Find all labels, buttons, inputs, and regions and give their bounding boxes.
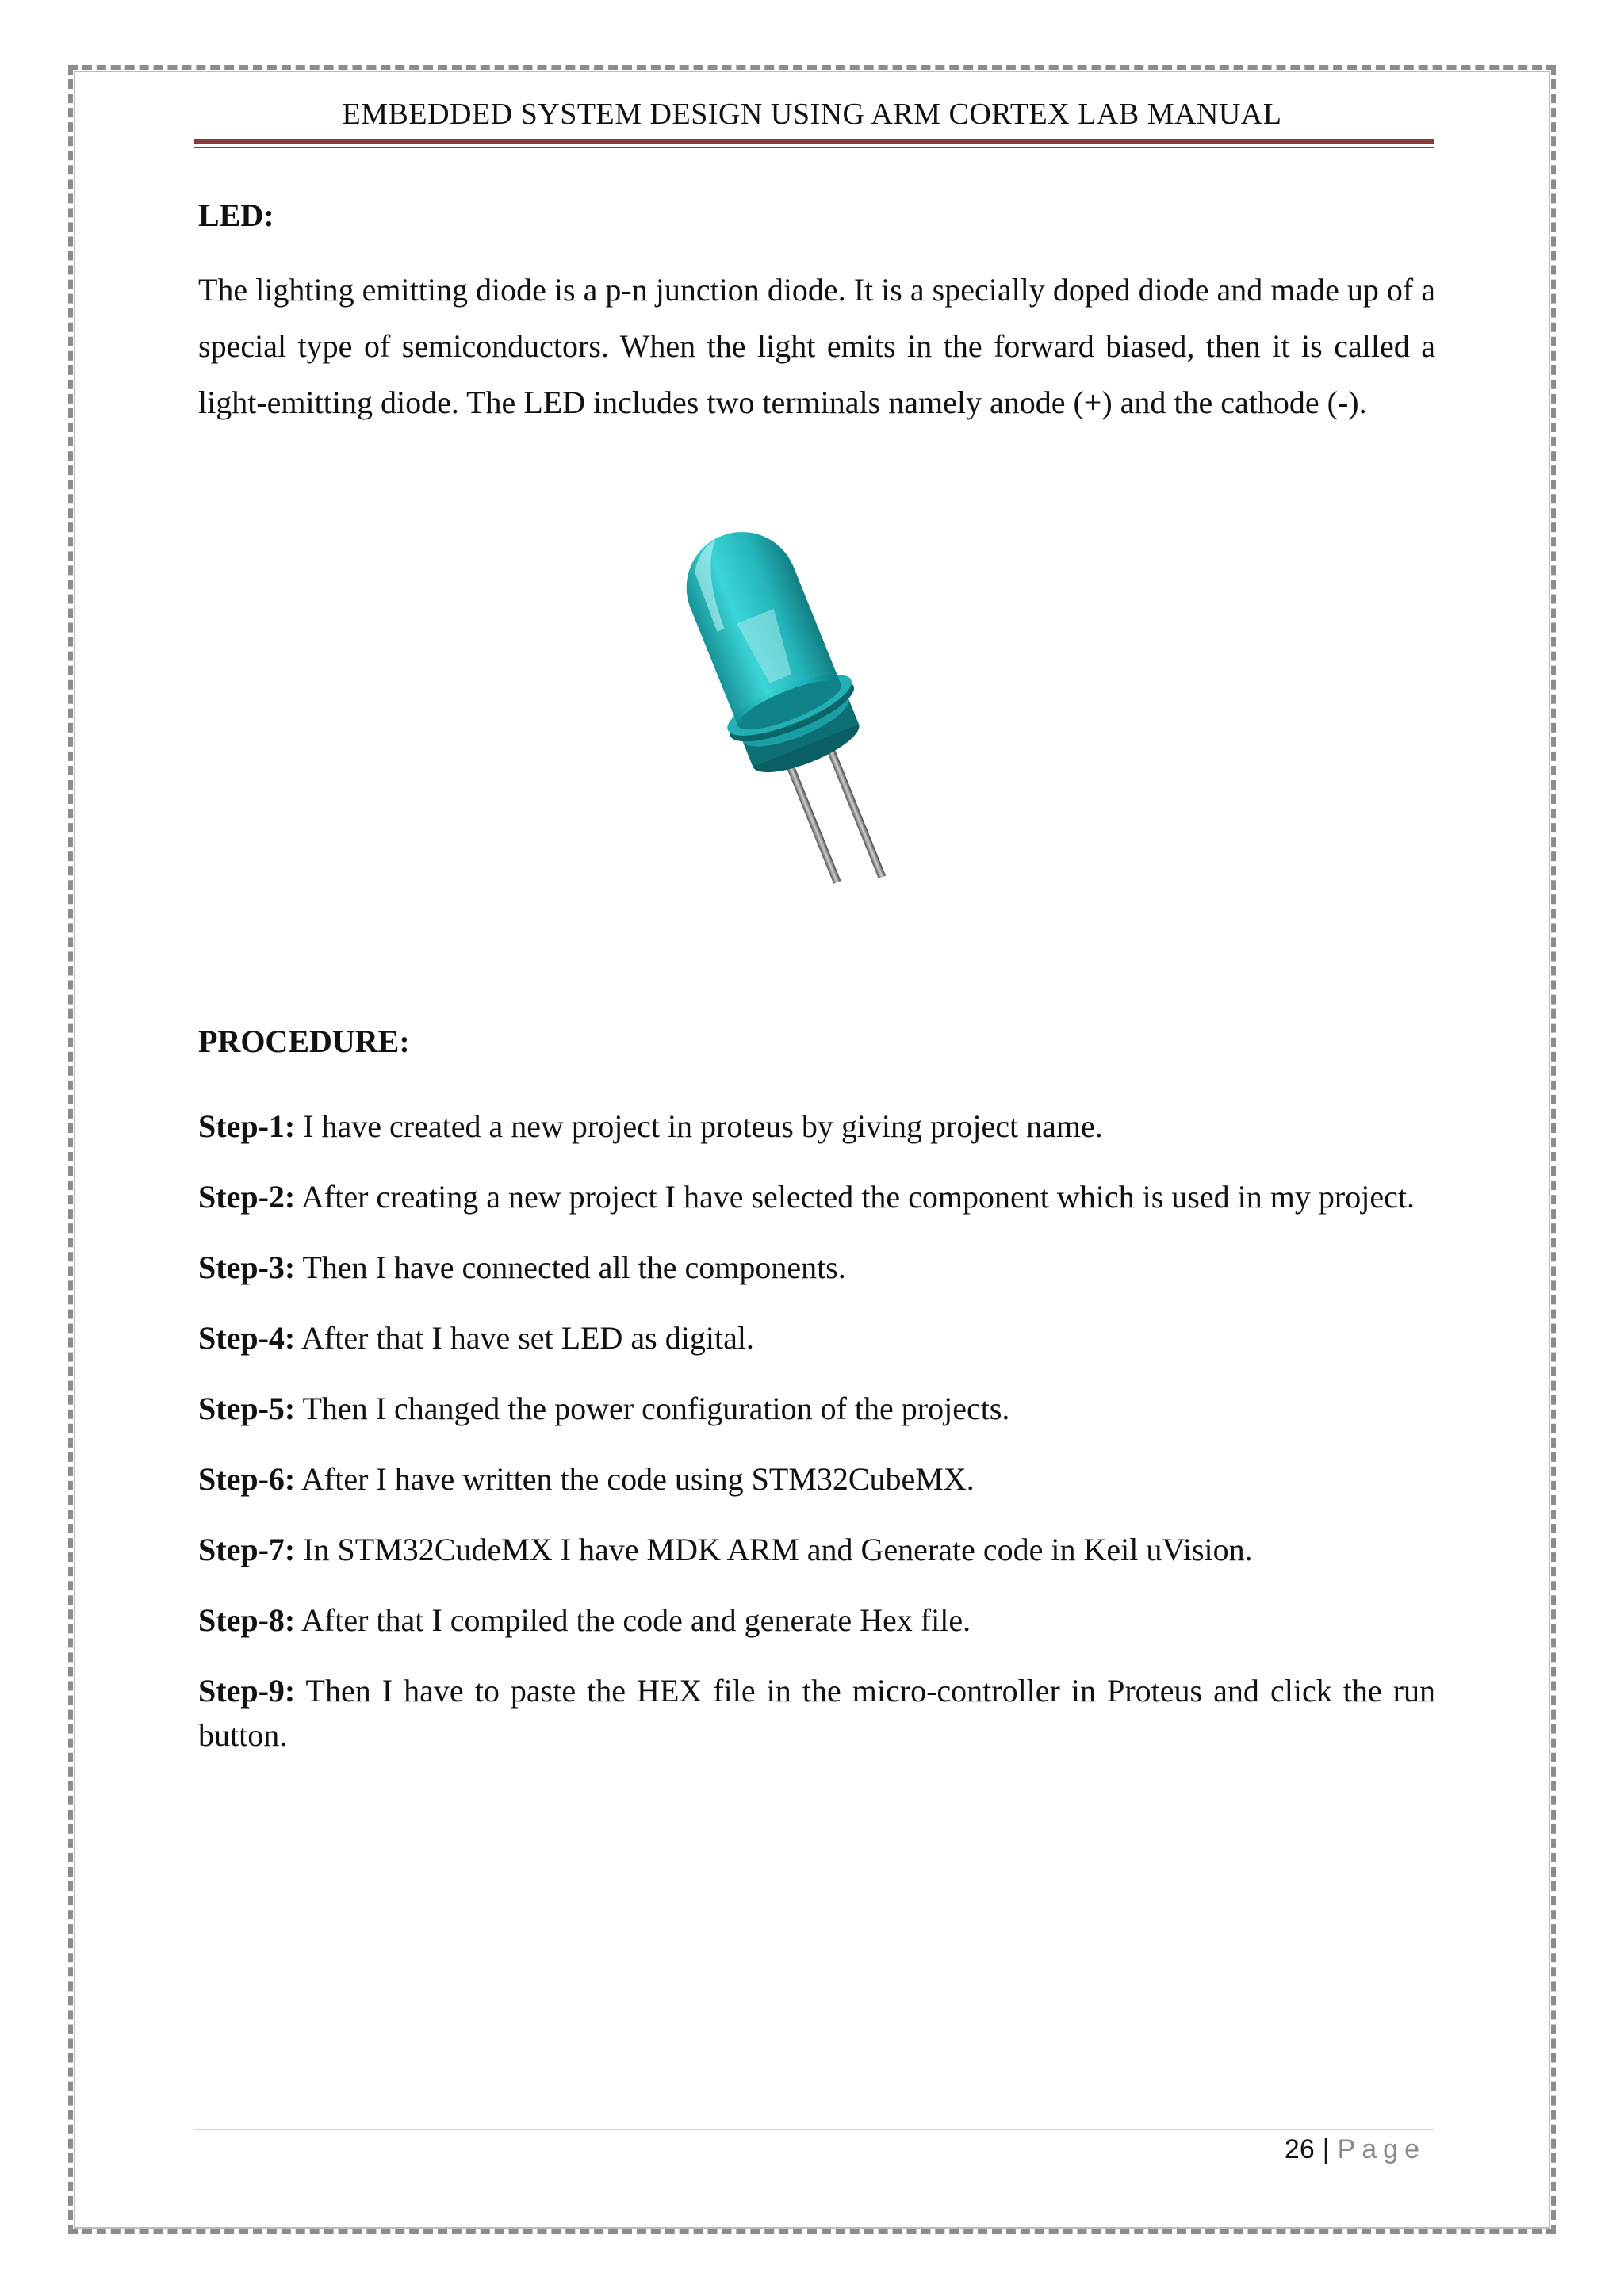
header-rule-thin [194, 147, 1434, 148]
step-text: I have created a new project in proteus by giving project name. [295, 1108, 1103, 1144]
step-6 [198, 1457, 1435, 1502]
step-1 [198, 1104, 1435, 1149]
step-4 [198, 1316, 1435, 1360]
step-8 [198, 1598, 1435, 1643]
step-text: Then I changed the power configuration of the projects. [295, 1391, 1010, 1426]
step-3 [198, 1246, 1435, 1290]
procedure-heading: PROCEDURE: [198, 1024, 410, 1059]
step-label: Step-7: [198, 1532, 296, 1567]
step-label: Step-3: [198, 1249, 296, 1285]
step-text: After that I compiled the code and generate Hex file. [295, 1602, 971, 1638]
step-label: Step-6: [198, 1461, 296, 1497]
footer-rule [194, 2129, 1434, 2130]
page-number-footer [1285, 2134, 1426, 2165]
step-text: After I have written the code using STM32CubeMX. [295, 1461, 975, 1497]
step-label: Step-8: [198, 1602, 296, 1638]
step-label: Step-5: [198, 1391, 296, 1426]
step-9 [198, 1669, 1435, 1758]
anode-lead [783, 756, 841, 884]
cathode-lead [824, 740, 887, 878]
step-text: Then I have connected all the components. [295, 1249, 846, 1285]
led-heading: LED: [198, 197, 274, 233]
step-text: After creating a new project I have selected the component which is used in my project. [295, 1179, 1415, 1215]
header-title: EMBEDDED SYSTEM DESIGN USING ARM CORTEX LAB MANUAL [342, 98, 1282, 131]
page-number: 26 [1284, 2134, 1315, 2164]
step-label: Step-2: [198, 1179, 296, 1215]
step-7 [198, 1528, 1435, 1572]
page-separator: | [1322, 2134, 1330, 2164]
step-5 [198, 1387, 1435, 1431]
step-text: Then I have to paste the HEX file in the micro-controller in Proteus and click the run button. [198, 1673, 1435, 1753]
step-label: Step-9: [198, 1673, 296, 1709]
page-word: Page [1337, 2134, 1426, 2164]
header-rule [194, 139, 1434, 144]
step-2 [198, 1175, 1435, 1219]
led-image [619, 492, 952, 888]
step-text: In STM32CudeMX I have MDK ARM and Generate code in Keil uVision. [295, 1532, 1253, 1567]
step-label: Step-4: [198, 1320, 296, 1356]
step-text: After that I have set LED as digital. [295, 1320, 754, 1356]
led-paragraph: The lighting emitting diode is a p-n junction diode. It is a specially doped diode and made up of a special type of semiconductors. When the light emits in the forward biased, then it is called a light-emitting diode. The LED includes two terminals namely anode (+) and the cathode (-). [198, 272, 1435, 420]
step-label: Step-1: [198, 1108, 296, 1144]
